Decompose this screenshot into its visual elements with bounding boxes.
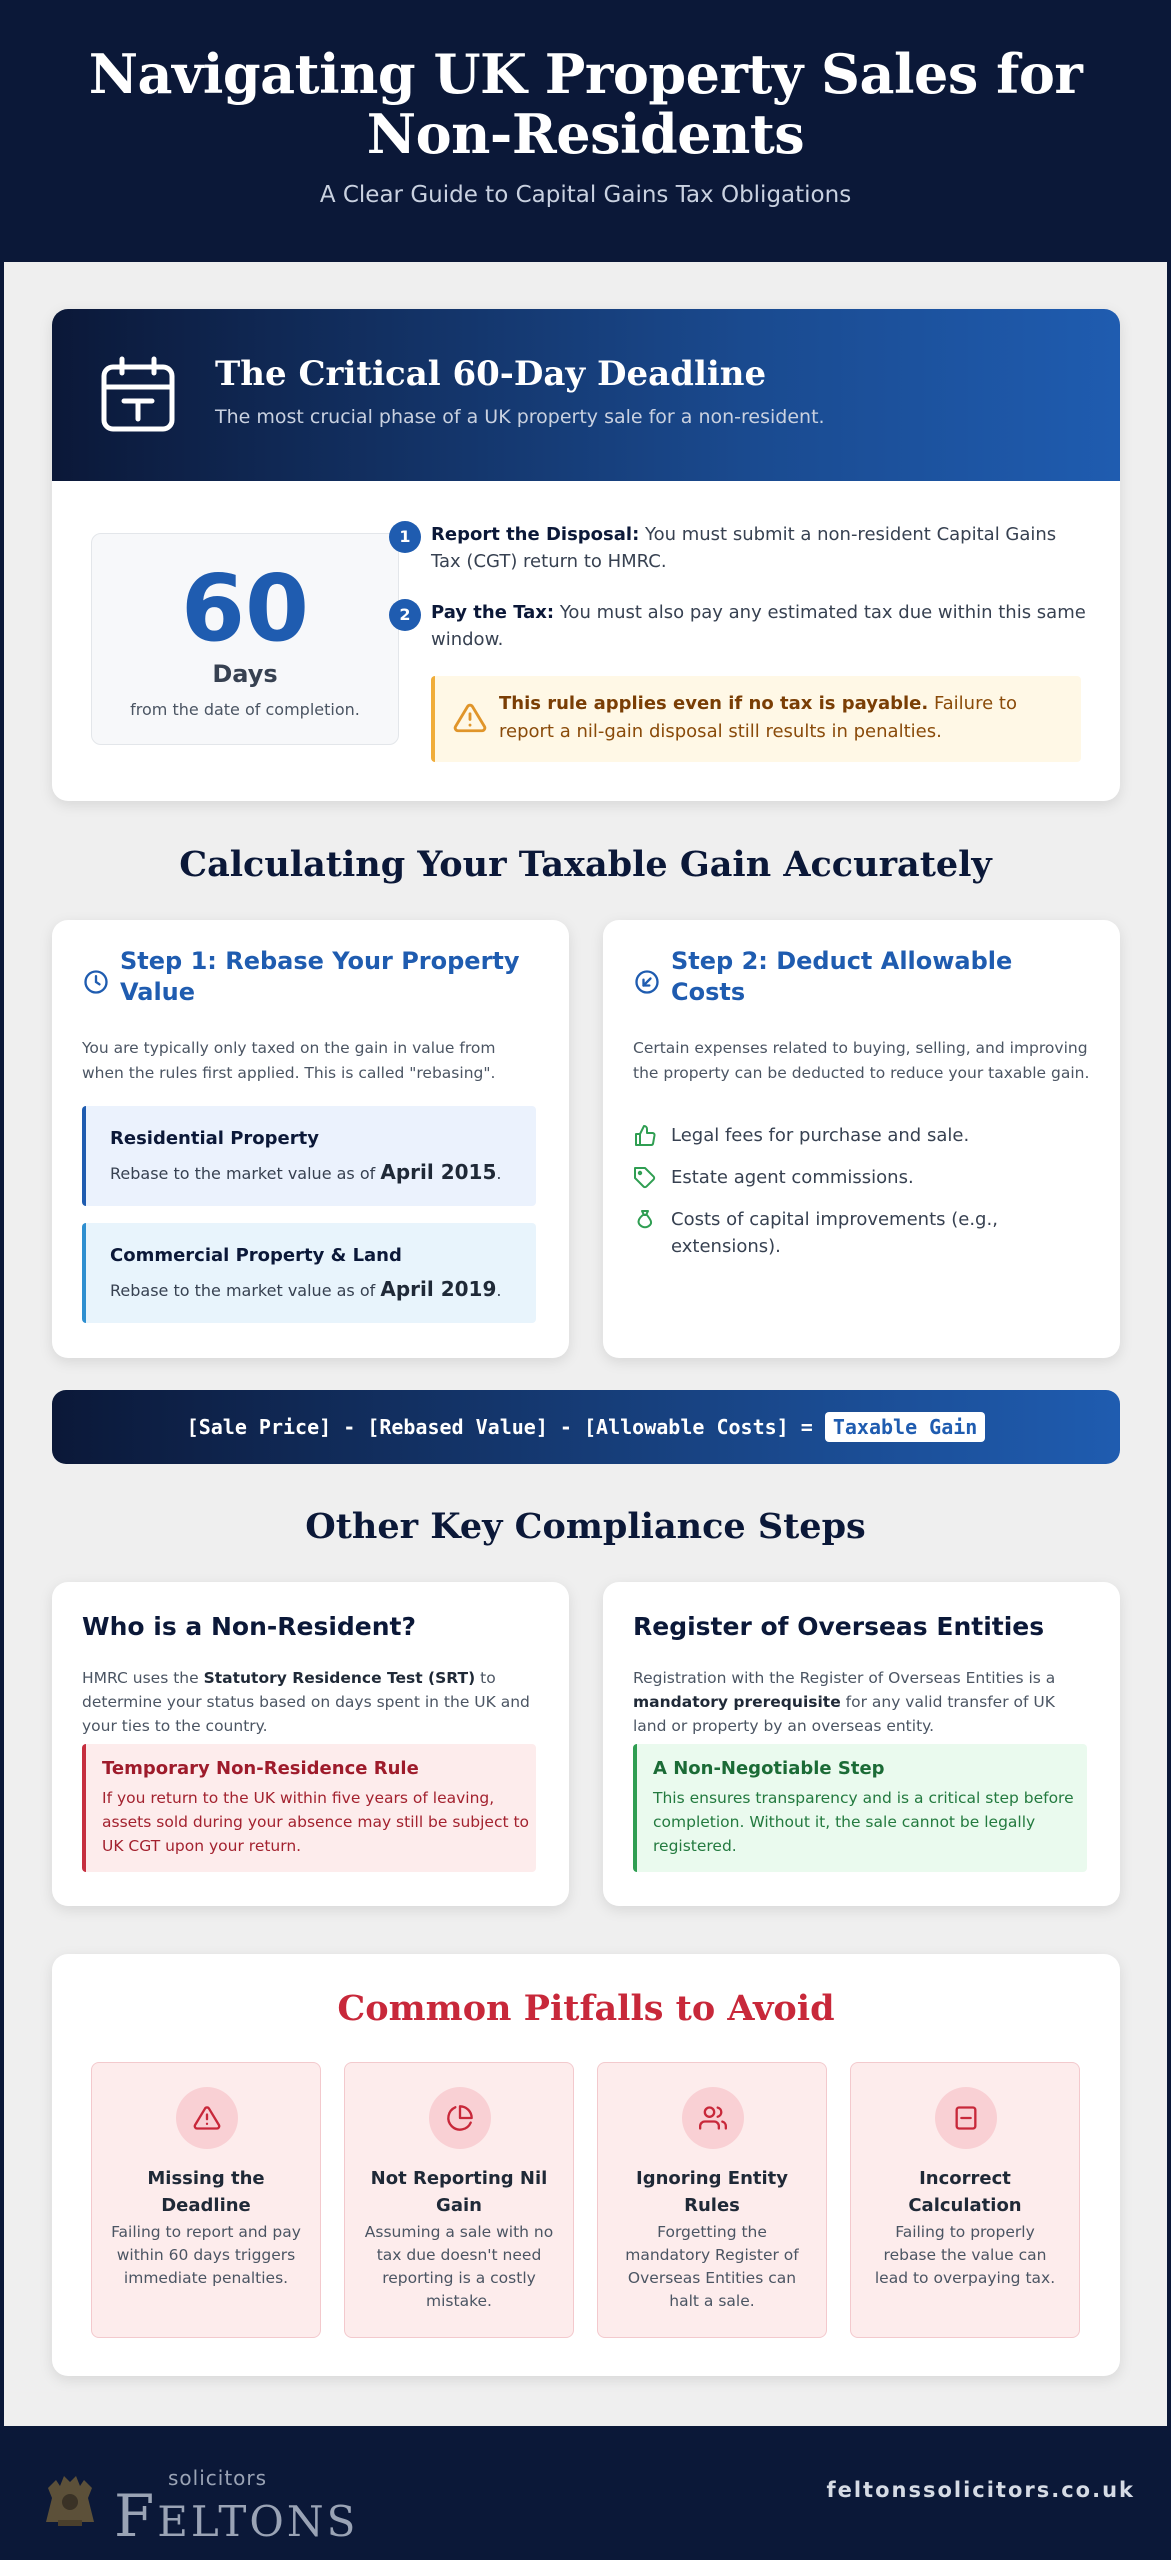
- heraldic-crest-icon: [38, 2462, 102, 2528]
- rebase-title: Residential Property: [110, 1128, 319, 1149]
- pitfall-icon-circle: [682, 2087, 744, 2149]
- pitfall-entity-rules: [597, 2062, 827, 2338]
- compliance-section-title: Other Key Compliance Steps: [305, 1506, 866, 1547]
- days-note: from the date of completion.: [130, 700, 360, 719]
- taxable-gain-formula: [52, 1390, 1120, 1464]
- rebase-title: Commercial Property & Land: [110, 1245, 402, 1266]
- users-icon: [699, 2104, 727, 2132]
- rebase-suffix: .: [496, 1164, 502, 1183]
- pie-chart-icon: [446, 2104, 474, 2132]
- rebase-text: [110, 1277, 501, 1301]
- note-text: This ensures transparency and is a critical step before completion. Without it, the sale cannot be legally registered.: [653, 1789, 1074, 1855]
- pitfalls-card: [52, 1954, 1120, 2376]
- thumbs-up-icon: [633, 1124, 657, 1148]
- step-number-badge: 1: [389, 521, 421, 553]
- pitfall-text: Assuming a sale with no tax due doesn't need reporting is a costly mistake.: [364, 2223, 554, 2310]
- page-subtitle: A Clear Guide to Capital Gains Tax Obligations: [319, 182, 852, 208]
- warning-icon: [193, 2104, 221, 2132]
- pitfall-text: Failing to report and pay within 60 days triggers immediate penalties.: [111, 2223, 301, 2287]
- logo-rest: ELTONS: [157, 2497, 359, 2546]
- pitfall-text: Failing to properly rebase the value can lead to overpaying tax.: [874, 2223, 1056, 2287]
- temporary-non-residence-note: [82, 1744, 536, 1872]
- main-content: [4, 262, 1167, 2426]
- warning-bold: This rule applies even if no tax is payable.: [499, 693, 929, 714]
- deadline-item-bold: Report the Disposal:: [431, 524, 640, 545]
- cost-text: Estate agent commissions.: [671, 1167, 914, 1188]
- deadline-item-text: You must submit a non-resident Capital Gains Tax (CGT) return to HMRC.: [431, 524, 1057, 572]
- rebase-suffix: .: [496, 1281, 502, 1300]
- comp-title: Register of Overseas Entities: [633, 1612, 1045, 1641]
- step-number-badge: 2: [389, 599, 421, 631]
- page-header: [0, 0, 1171, 262]
- deadline-card: [52, 309, 1120, 801]
- deadline-subtitle: The most crucial phase of a UK property sale for a non-resident.: [215, 406, 825, 428]
- pitfall-title: Ignoring Entity Rules: [636, 2168, 788, 2216]
- pitfall-text: Forgetting the mandatory Register of Overseas Entities can halt a sale.: [625, 2223, 799, 2310]
- cost-text: Legal fees for purchase and sale.: [671, 1125, 970, 1146]
- tag-icon: [633, 1166, 657, 1190]
- comp-desc-pre: Registration with the Register of Overseas Entities is a: [633, 1669, 1056, 1687]
- page-footer: [0, 2426, 1171, 2560]
- warning-icon: [453, 701, 487, 735]
- step1-card: [52, 920, 569, 1358]
- footer-website-link[interactable]: feltonssolicitors.co.uk: [826, 2478, 1135, 2502]
- note-text: If you return to the UK within five years of leaving, assets sold during your absence may still be subject to UK CGT upon your return.: [102, 1789, 530, 1855]
- calendar-icon: [98, 355, 178, 435]
- note-title: Temporary Non-Residence Rule: [102, 1758, 419, 1779]
- step2-title: Step 2: Deduct Allowable Costs: [671, 947, 1013, 1006]
- pitfall-icon-circle: [176, 2087, 238, 2149]
- step1-description: You are typically only taxed on the gain in value from when the rules first applied. This is called "rebasing".: [82, 1039, 496, 1082]
- days-number: 60: [180, 555, 310, 662]
- deadline-item-bold: Pay the Tax:: [431, 602, 555, 623]
- comp-desc-post: to determine your status based on days spent in the UK and your ties to the country.: [82, 1669, 530, 1735]
- comp-desc-bold: mandatory prerequisite: [633, 1693, 841, 1711]
- non-negotiable-note: [633, 1744, 1087, 1872]
- logo-subtext: solicitors: [168, 2466, 268, 2490]
- deadline-item-report: [399, 521, 1091, 575]
- days-counter: [91, 533, 399, 745]
- comp-description: [82, 1666, 542, 1738]
- comp-desc-post: for any valid transfer of UK land or property by an overseas entity.: [633, 1693, 1055, 1735]
- non-resident-card: [52, 1582, 569, 1906]
- step2-card: [603, 920, 1120, 1358]
- arrow-down-left-circle-icon: [633, 968, 661, 996]
- comp-desc-bold: Statutory Residence Test (SRT): [203, 1669, 476, 1687]
- cost-item: [633, 1206, 1093, 1257]
- deadline-header: [52, 309, 1120, 481]
- logo-wordmark: [114, 2482, 358, 2550]
- pitfall-incorrect-calculation: [850, 2062, 1080, 2338]
- cost-item: [633, 1122, 1093, 1152]
- page-title-line2: Non-Residents: [366, 102, 805, 166]
- warning-text: [499, 690, 1065, 746]
- pitfall-icon-circle: [935, 2087, 997, 2149]
- pitfall-icon-circle: [429, 2087, 491, 2149]
- rebase-text-prefix: Rebase to the market value as of: [110, 1164, 381, 1183]
- pitfall-missing-deadline: [91, 2062, 321, 2338]
- step1-title: Step 1: Rebase Your Property Value: [120, 947, 520, 1006]
- page-title: [0, 44, 1171, 164]
- rebase-text: [110, 1160, 501, 1184]
- note-title: A Non-Negotiable Step: [653, 1758, 885, 1779]
- deadline-warning: [431, 676, 1081, 762]
- pitfall-title: Incorrect Calculation: [908, 2168, 1022, 2216]
- pitfall-title: Missing the Deadline: [147, 2168, 265, 2216]
- deadline-title: The Critical 60-Day Deadline: [215, 354, 767, 394]
- money-bag-icon: [633, 1208, 657, 1232]
- deadline-item-text: You must also pay any estimated tax due within this same window.: [431, 602, 1086, 650]
- deadline-item-pay: [399, 599, 1091, 653]
- pitfalls-title: Common Pitfalls to Avoid: [337, 1988, 835, 2029]
- overseas-entities-card: [603, 1582, 1120, 1906]
- logo-cap: F: [114, 2482, 158, 2550]
- rebase-date: April 2019: [380, 1277, 497, 1301]
- formula-text: [Sale Price] - [Rebased Value] - [Allowable Costs] =: [186, 1415, 825, 1439]
- cost-text: Costs of capital improvements (e.g., extensions).: [671, 1209, 998, 1257]
- rebase-commercial: [82, 1223, 536, 1323]
- clock-icon: [82, 968, 110, 996]
- step2-description: Certain expenses related to buying, selling, and improving the property can be deducted to reduce your taxable gain.: [633, 1039, 1090, 1082]
- rebase-text-prefix: Rebase to the market value as of: [110, 1281, 381, 1300]
- pitfall-nil-gain: [344, 2062, 574, 2338]
- formula-result: Taxable Gain: [825, 1412, 986, 1442]
- minus-box-icon: [952, 2104, 980, 2132]
- warning-rest: Failure to report a nil-gain disposal still results in penalties.: [499, 693, 1017, 742]
- comp-description: [633, 1666, 1093, 1738]
- calc-section-title: Calculating Your Taxable Gain Accurately: [179, 844, 992, 885]
- cost-item: [633, 1164, 1093, 1194]
- rebase-residential: [82, 1106, 536, 1206]
- comp-desc-pre: HMRC uses the: [82, 1669, 204, 1687]
- days-label: Days: [212, 660, 278, 688]
- rebase-date: April 2015: [380, 1160, 497, 1184]
- page-title-line1: Navigating UK Property Sales for: [88, 42, 1083, 106]
- pitfall-title: Not Reporting Nil Gain: [370, 2168, 548, 2216]
- comp-title: Who is a Non-Resident?: [82, 1612, 417, 1641]
